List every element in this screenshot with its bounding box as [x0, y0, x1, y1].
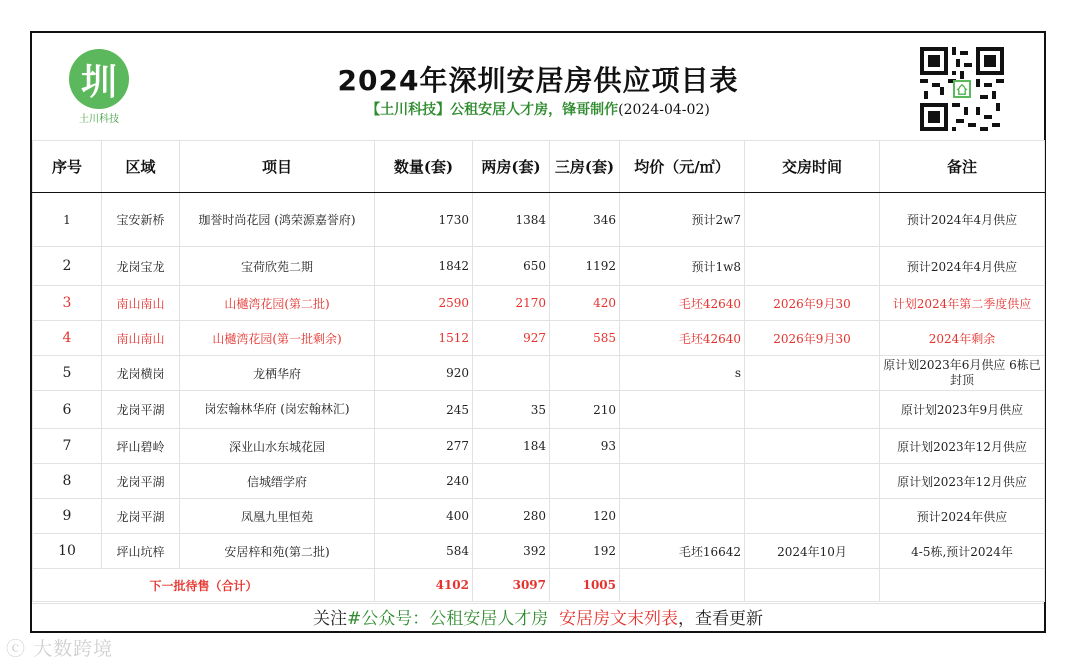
- cell-project: 珈誉时尚花园 (鸿荣源嘉誉府): [180, 193, 375, 247]
- cell-qty: 920: [375, 356, 473, 391]
- cell-two: [473, 464, 550, 499]
- cell-two: 1384: [473, 193, 550, 247]
- cell-no: 4: [33, 321, 102, 356]
- cell-area: 坪山坑梓: [102, 534, 180, 569]
- footer-suffix: ，查看更新: [678, 609, 764, 629]
- cell-delivery: [745, 464, 880, 499]
- cell-project: 宝荷欣苑二期: [180, 247, 375, 286]
- cell-qty: 240: [375, 464, 473, 499]
- cell-no: 3: [33, 286, 102, 321]
- watermark-text: 大数跨境: [33, 638, 114, 660]
- cell-price: [620, 464, 745, 499]
- column-header: 交房时间: [745, 141, 880, 193]
- column-header: 备注: [880, 141, 1045, 193]
- cell-note: 2024年剩余: [880, 321, 1045, 356]
- table-row: [33, 247, 1045, 286]
- cell-area: 龙岗平湖: [102, 464, 180, 499]
- cell-price: 预计2w7: [620, 193, 745, 247]
- table-row: [33, 193, 1045, 247]
- cell-price: 毛坯42640: [620, 321, 745, 356]
- cell-two: 650: [473, 247, 550, 286]
- cell-note: 预计2024年4月供应: [880, 247, 1045, 286]
- cell-qty: 2590: [375, 286, 473, 321]
- table-header-row: [33, 141, 1045, 193]
- table-row: [33, 499, 1045, 534]
- cell-no: 5: [33, 356, 102, 391]
- cell-three: 585: [550, 321, 620, 356]
- summary-two: 3097: [473, 569, 550, 602]
- cell-two: 2170: [473, 286, 550, 321]
- cell-qty: 277: [375, 429, 473, 464]
- header: [32, 33, 1044, 141]
- cell-no: 1: [33, 193, 102, 247]
- cell-delivery: [745, 499, 880, 534]
- cell-three: 1192: [550, 247, 620, 286]
- cell-area: 龙岗平湖: [102, 499, 180, 534]
- cell-no: 2: [33, 247, 102, 286]
- cell-qty: 1512: [375, 321, 473, 356]
- cell-qty: 400: [375, 499, 473, 534]
- summary-row: [33, 569, 1045, 602]
- cell-price: 毛坯42640: [620, 286, 745, 321]
- cell-area: 南山南山: [102, 286, 180, 321]
- cell-area: 龙岗宝龙: [102, 247, 180, 286]
- cell-three: [550, 356, 620, 391]
- cell-project: 安居梓和苑(第二批): [180, 534, 375, 569]
- cell-note: 计划2024年第二季度供应: [880, 286, 1045, 321]
- subtitle-brand: 【土川科技】公租安居人才房，锋哥制作: [366, 102, 619, 118]
- cell-three: 93: [550, 429, 620, 464]
- cell-three: 346: [550, 193, 620, 247]
- page-title: 2024年深圳安居房供应项目表: [337, 64, 739, 97]
- cell-price: s: [620, 356, 745, 391]
- supply-table: [32, 140, 1045, 602]
- cell-delivery: [745, 429, 880, 464]
- column-header: 数量(套): [375, 141, 473, 193]
- cell-delivery: 2026年9月30: [745, 321, 880, 356]
- cell-qty: 245: [375, 391, 473, 429]
- cell-no: 10: [33, 534, 102, 569]
- column-header: 区域: [102, 141, 180, 193]
- page-subtitle: [32, 99, 1044, 119]
- cell-qty: 1730: [375, 193, 473, 247]
- cell-two: 184: [473, 429, 550, 464]
- cell-project: 山樾湾花园(第一批剩余): [180, 321, 375, 356]
- cell-qty: 584: [375, 534, 473, 569]
- table-row: [33, 534, 1045, 569]
- cell-two: 35: [473, 391, 550, 429]
- spreadsheet: [30, 31, 1046, 633]
- watermark-logo-icon: ⓒ: [6, 638, 27, 660]
- cell-area: 坪山碧岭: [102, 429, 180, 464]
- cell-delivery: 2024年10月: [745, 534, 880, 569]
- cell-delivery: [745, 247, 880, 286]
- summary-label: 下一批待售（合计）: [33, 569, 375, 602]
- column-header: 均价（元/㎡）: [620, 141, 745, 193]
- table-row: [33, 321, 1045, 356]
- cell-qty: 1842: [375, 247, 473, 286]
- summary-empty: [745, 569, 880, 602]
- summary-empty: [880, 569, 1045, 602]
- cell-two: [473, 356, 550, 391]
- table-row: [33, 356, 1045, 391]
- cell-note: 4-5栋,预计2024年: [880, 534, 1045, 569]
- cell-delivery: [745, 356, 880, 391]
- cell-project: 信城缙学府: [180, 464, 375, 499]
- cell-three: 420: [550, 286, 620, 321]
- logo-text: 土川科技: [79, 114, 119, 125]
- cell-project: 凤凰九里恒苑: [180, 499, 375, 534]
- cell-no: 8: [33, 464, 102, 499]
- cell-note: 预计2024年4月供应: [880, 193, 1045, 247]
- cell-price: 毛坯16642: [620, 534, 745, 569]
- cell-delivery: [745, 391, 880, 429]
- cell-project: 岗宏翰林华府 (岗宏翰林汇): [180, 391, 375, 429]
- column-header: 三房(套): [550, 141, 620, 193]
- cell-area: 龙岗平湖: [102, 391, 180, 429]
- footer-note: [32, 603, 1044, 634]
- cell-project: 深业山水东城花园: [180, 429, 375, 464]
- footer-account: #公众号：公租安居人才房: [346, 609, 549, 629]
- summary-qty: 4102: [375, 569, 473, 602]
- table-row: [33, 286, 1045, 321]
- cell-three: 192: [550, 534, 620, 569]
- cell-area: 南山南山: [102, 321, 180, 356]
- cell-no: 9: [33, 499, 102, 534]
- logo-char: 圳: [80, 61, 117, 103]
- footer-prefix: 关注: [312, 609, 347, 629]
- cell-no: 7: [33, 429, 102, 464]
- cell-note: 预计2024年供应: [880, 499, 1045, 534]
- cell-project: 龙栖华府: [180, 356, 375, 391]
- summary-three: 1005: [550, 569, 620, 602]
- cell-area: 宝安新桥: [102, 193, 180, 247]
- cell-note: 原计划2023年9月供应: [880, 391, 1045, 429]
- column-header: 两房(套): [473, 141, 550, 193]
- summary-empty: [620, 569, 745, 602]
- qr-code-icon[interactable]: [920, 47, 1004, 131]
- table-row: [33, 429, 1045, 464]
- cell-three: 210: [550, 391, 620, 429]
- subtitle-date: (2024-04-02): [618, 102, 710, 118]
- footer-menu: 安居房文末列表: [559, 609, 679, 629]
- cell-note: 原计划2023年12月供应: [880, 429, 1045, 464]
- cell-three: 120: [550, 499, 620, 534]
- cell-price: 预计1w8: [620, 247, 745, 286]
- watermark: [6, 634, 113, 661]
- column-header: 项目: [180, 141, 375, 193]
- cell-note: 原计划2023年6月供应 6栋已封顶: [880, 356, 1045, 391]
- cell-two: 280: [473, 499, 550, 534]
- cell-two: 392: [473, 534, 550, 569]
- cell-price: [620, 499, 745, 534]
- cell-project: 山樾湾花园(第二批): [180, 286, 375, 321]
- cell-price: [620, 391, 745, 429]
- cell-note: 原计划2023年12月供应: [880, 464, 1045, 499]
- cell-area: 龙岗横岗: [102, 356, 180, 391]
- cell-no: 6: [33, 391, 102, 429]
- cell-price: [620, 429, 745, 464]
- table-row: [33, 391, 1045, 429]
- cell-three: [550, 464, 620, 499]
- cell-two: 927: [473, 321, 550, 356]
- column-header: 序号: [33, 141, 102, 193]
- cell-delivery: [745, 193, 880, 247]
- cell-delivery: 2026年9月30: [745, 286, 880, 321]
- table-row: [33, 464, 1045, 499]
